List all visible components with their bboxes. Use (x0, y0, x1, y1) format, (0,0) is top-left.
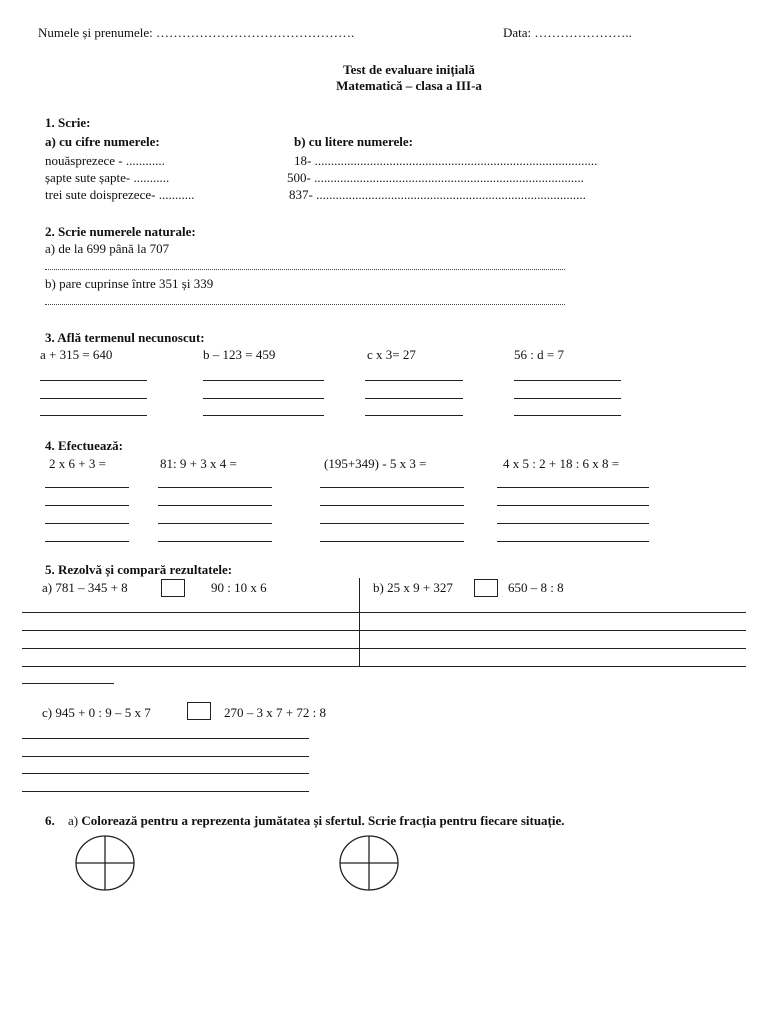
ex4-expression: (195+349) - 5 x 3 = (324, 456, 427, 471)
ex5-answer-line[interactable] (22, 683, 114, 684)
ex5-b-right: 650 – 8 : 8 (508, 580, 564, 595)
ex2-a-prompt: a) de la 699 până la 707 (45, 241, 170, 256)
ex6-number: 6. (45, 813, 55, 828)
ex5-answer-line[interactable] (22, 612, 746, 613)
ex1-b-item: 837- ................................................................................... (289, 187, 586, 202)
ex1-col-b-heading: b) cu litere numerele: (294, 134, 414, 149)
ex5-a-compare-box[interactable] (161, 579, 185, 597)
ex4-answer-line[interactable] (497, 523, 649, 524)
ex3-answer-line[interactable] (514, 398, 621, 399)
ex5-c-answer-line[interactable] (22, 738, 309, 739)
ex6-heading (45, 813, 565, 828)
quartered-circle-left[interactable] (74, 834, 136, 892)
ex4-expression: 2 x 6 + 3 = (49, 456, 106, 471)
ex5-b-compare-box[interactable] (474, 579, 498, 597)
ex6-prefix: a) (68, 813, 79, 828)
ex5-c-answer-line[interactable] (22, 756, 309, 757)
ex5-c-right: 270 – 3 x 7 + 72 : 8 (224, 705, 326, 720)
ex4-heading: 4. Efectuează: (45, 438, 123, 453)
ex4-answer-line[interactable] (45, 523, 129, 524)
ex5-answer-line[interactable] (22, 666, 746, 667)
ex2-b-answer-line[interactable] (45, 304, 565, 305)
date-field-label: Data: ………………….. (503, 25, 632, 40)
ex3-answer-line[interactable] (203, 398, 324, 399)
ex4-answer-line[interactable] (320, 523, 464, 524)
ex4-answer-line[interactable] (158, 487, 272, 488)
ex4-expression: 81: 9 + 3 x 4 = (160, 456, 237, 471)
ex2-b-prompt: b) pare cuprinse între 351 și 339 (45, 276, 214, 291)
ex4-answer-line[interactable] (497, 541, 649, 542)
ex3-equation: b – 123 = 459 (203, 347, 276, 362)
ex4-answer-line[interactable] (320, 505, 464, 506)
ex3-answer-line[interactable] (40, 415, 147, 416)
ex4-answer-line[interactable] (45, 505, 129, 506)
ex4-answer-line[interactable] (320, 487, 464, 488)
ex5-answer-line[interactable] (22, 630, 746, 631)
ex3-answer-line[interactable] (203, 415, 324, 416)
ex5-c-compare-box[interactable] (187, 702, 211, 720)
ex1-a-item: șapte sute șapte- ........... (45, 170, 170, 185)
ex5-b-left: b) 25 x 9 + 327 (373, 580, 453, 595)
ex3-equation: a + 315 = 640 (40, 347, 113, 362)
ex5-c-answer-line[interactable] (22, 791, 309, 792)
ex3-answer-line[interactable] (365, 415, 463, 416)
ex4-answer-line[interactable] (497, 505, 649, 506)
quartered-circle-right[interactable] (338, 834, 400, 892)
ex5-heading: 5. Rezolvă și compară rezultatele: (45, 562, 233, 577)
ex4-answer-line[interactable] (497, 487, 649, 488)
ex6-instruction: Colorează pentru a reprezenta jumătatea și sfertul. Scrie fracția pentru fiecare situație. (81, 813, 565, 828)
ex1-heading: 1. Scrie: (45, 115, 91, 130)
ex4-answer-line[interactable] (158, 541, 272, 542)
ex5-c-answer-line[interactable] (22, 773, 309, 774)
ex4-answer-line[interactable] (158, 505, 272, 506)
ex3-equation: 56 : d = 7 (514, 347, 564, 362)
ex3-answer-line[interactable] (40, 398, 147, 399)
ex3-answer-line[interactable] (365, 398, 463, 399)
ex5-a-left: a) 781 – 345 + 8 (42, 580, 128, 595)
ex1-b-item: 500- ................................................................................... (287, 170, 584, 185)
ex4-expression: 4 x 5 : 2 + 18 : 6 x 8 = (503, 456, 620, 471)
ex1-col-a-heading: a) cu cifre numerele: (45, 134, 160, 149)
ex3-answer-line[interactable] (514, 380, 621, 381)
ex4-answer-line[interactable] (320, 541, 464, 542)
ex3-answer-line[interactable] (203, 380, 324, 381)
ex3-equation: c x 3= 27 (367, 347, 416, 362)
test-title: Test de evaluare inițială (343, 62, 475, 77)
ex4-answer-line[interactable] (45, 541, 129, 542)
ex4-answer-line[interactable] (45, 487, 129, 488)
ex1-a-item: nouăsprezece - ............ (45, 153, 165, 168)
ex3-answer-line[interactable] (514, 415, 621, 416)
ex5-answer-line[interactable] (22, 648, 746, 649)
test-subtitle: Matematică – clasa a III-a (336, 78, 482, 93)
ex5-c-left: c) 945 + 0 : 9 – 5 x 7 (42, 705, 151, 720)
ex3-answer-line[interactable] (365, 380, 463, 381)
ex3-answer-line[interactable] (40, 380, 147, 381)
ex2-heading: 2. Scrie numerele naturale: (45, 224, 196, 239)
ex5-column-divider (359, 578, 360, 667)
ex1-a-item: trei sute doisprezece- ........... (45, 187, 195, 202)
ex2-a-answer-line[interactable] (45, 269, 565, 270)
ex5-a-right: 90 : 10 x 6 (211, 580, 267, 595)
name-field-label: Numele și prenumele: ………………………………………. (38, 25, 355, 40)
ex3-heading: 3. Află termenul necunoscut: (45, 330, 205, 345)
ex4-answer-line[interactable] (158, 523, 272, 524)
ex1-b-item: 18- ....................................................................................... (294, 153, 598, 168)
